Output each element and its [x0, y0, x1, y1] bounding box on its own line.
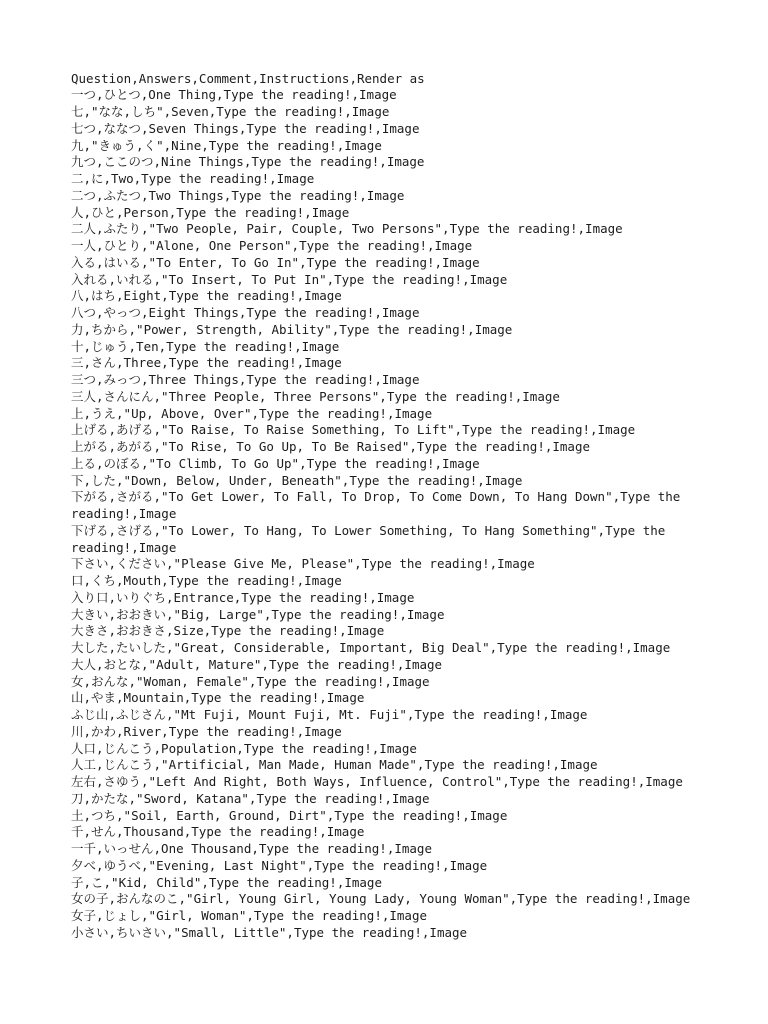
csv-row: 十,じゅう,Ten,Type the reading!,Image: [71, 338, 340, 354]
csv-row: 大した,たいした,"Great, Considerable, Important, Big Deal",Type the reading!,Image: [71, 640, 671, 656]
csv-row: 下がる,さがる,"To Get Lower, To Fall, To Drop, To Come Down, To Hang Down",Type the reading!,Image: [71, 489, 688, 522]
csv-row: 一人,ひとり,"Alone, One Person",Type the reading!,Image: [71, 238, 473, 254]
csv-row: 八つ,やっつ,Eight Things,Type the reading!,Image: [71, 305, 420, 321]
csv-row: 大きい,おおきい,"Big, Large",Type the reading!,Image: [71, 606, 445, 622]
csv-row: 土,つち,"Soil, Earth, Ground, Dirt",Type the reading!,Image: [71, 807, 508, 823]
csv-row: 三人,さんにん,"Three People, Three Persons",Type the reading!,Image: [71, 388, 560, 404]
csv-row: 八,はち,Eight,Type the reading!,Image: [71, 288, 342, 304]
csv-row: 上がる,あがる,"To Rise, To Go Up, To Be Raised",Type the reading!,Image: [71, 439, 591, 455]
csv-row: 女,おんな,"Woman, Female",Type the reading!,Image: [71, 673, 430, 689]
csv-row: 二,に,Two,Type the reading!,Image: [71, 171, 315, 187]
csv-row: 山,やま,Mountain,Type the reading!,Image: [71, 690, 365, 706]
csv-row: 九,"きゅう,く",Nine,Type the reading!,Image: [71, 137, 382, 153]
csv-row: 入る,はいる,"To Enter, To Go In",Type the reading!,Image: [71, 254, 480, 270]
csv-row: 刀,かたな,"Sword, Katana",Type the reading!,Image: [71, 790, 430, 806]
csv-row: 川,かわ,River,Type the reading!,Image: [71, 723, 342, 739]
csv-row: 二人,ふたり,"Two People, Pair, Couple, Two Persons",Type the reading!,Image: [71, 221, 623, 237]
csv-row: 入れる,いれる,"To Insert, To Put In",Type the reading!,Image: [71, 271, 508, 287]
csv-row: 入り口,いりぐち,Entrance,Type the reading!,Image: [71, 589, 415, 605]
csv-row: 小さい,ちいさい,"Small, Little",Type the reading!,Image: [71, 924, 468, 940]
csv-text-body: [71, 71, 711, 942]
csv-row: 三,さん,Three,Type the reading!,Image: [71, 355, 342, 371]
csv-row: 千,せん,Thousand,Type the reading!,Image: [71, 824, 365, 840]
csv-row: 三つ,みっつ,Three Things,Type the reading!,Image: [71, 372, 420, 388]
csv-row: ふじ山,ふじさん,"Mt Fuji, Mount Fuji, Mt. Fuji",Type the reading!,Image: [71, 707, 588, 723]
csv-row: 下げる,さげる,"To Lower, To Hang, To Lower Something, To Hang Something",Type the reading!,Image: [71, 522, 673, 555]
csv-row: 人,ひと,Person,Type the reading!,Image: [71, 204, 350, 220]
csv-row: 二つ,ふたつ,Two Things,Type the reading!,Image: [71, 187, 405, 203]
csv-row: 女子,じょし,"Girl, Woman",Type the reading!,Image: [71, 908, 427, 924]
csv-row: 下さい,ください,"Please Give Me, Please",Type the reading!,Image: [71, 556, 535, 572]
csv-row: 人口,じんこう,Population,Type the reading!,Image: [71, 740, 417, 756]
csv-row: 力,ちから,"Power, Strength, Ability",Type the reading!,Image: [71, 321, 513, 337]
csv-row: 上る,のぼる,"To Climb, To Go Up",Type the reading!,Image: [71, 455, 480, 471]
csv-header-line: Question,Answers,Comment,Instructions,Render as: [71, 70, 425, 86]
csv-row: 上げる,あげる,"To Raise, To Raise Something, To Lift",Type the reading!,Image: [71, 422, 636, 438]
csv-row: 九つ,ここのつ,Nine Things,Type the reading!,Image: [71, 154, 425, 170]
csv-row: 夕べ,ゆうべ,"Evening, Last Night",Type the reading!,Image: [71, 857, 488, 873]
csv-row: 一千,いっせん,One Thousand,Type the reading!,Image: [71, 841, 432, 857]
csv-row: 下,した,"Down, Below, Under, Beneath",Type the reading!,Image: [71, 472, 523, 488]
csv-row: 人工,じんこう,"Artificial, Man Made, Human Made",Type the reading!,Image: [71, 757, 598, 773]
csv-row: 一つ,ひとつ,One Thing,Type the reading!,Image: [71, 87, 397, 103]
csv-row: 女の子,おんなのこ,"Girl, Young Girl, Young Lady, Young Woman",Type the reading!,Image: [71, 891, 691, 907]
csv-row: 上,うえ,"Up, Above, Over",Type the reading!,Image: [71, 405, 433, 421]
csv-row: 七,"なな,しち",Seven,Type the reading!,Image: [71, 104, 390, 120]
csv-row: 口,くち,Mouth,Type the reading!,Image: [71, 573, 342, 589]
csv-row: 子,こ,"Kid, Child",Type the reading!,Image: [71, 874, 382, 890]
csv-row: 大きさ,おおきさ,Size,Type the reading!,Image: [71, 623, 385, 639]
csv-row: 大人,おとな,"Adult, Mature",Type the reading!,Image: [71, 656, 443, 672]
csv-row: 七つ,ななつ,Seven Things,Type the reading!,Image: [71, 120, 420, 136]
csv-row: 左右,さゆう,"Left And Right, Both Ways, Influence, Control",Type the reading!,Image: [71, 774, 683, 790]
